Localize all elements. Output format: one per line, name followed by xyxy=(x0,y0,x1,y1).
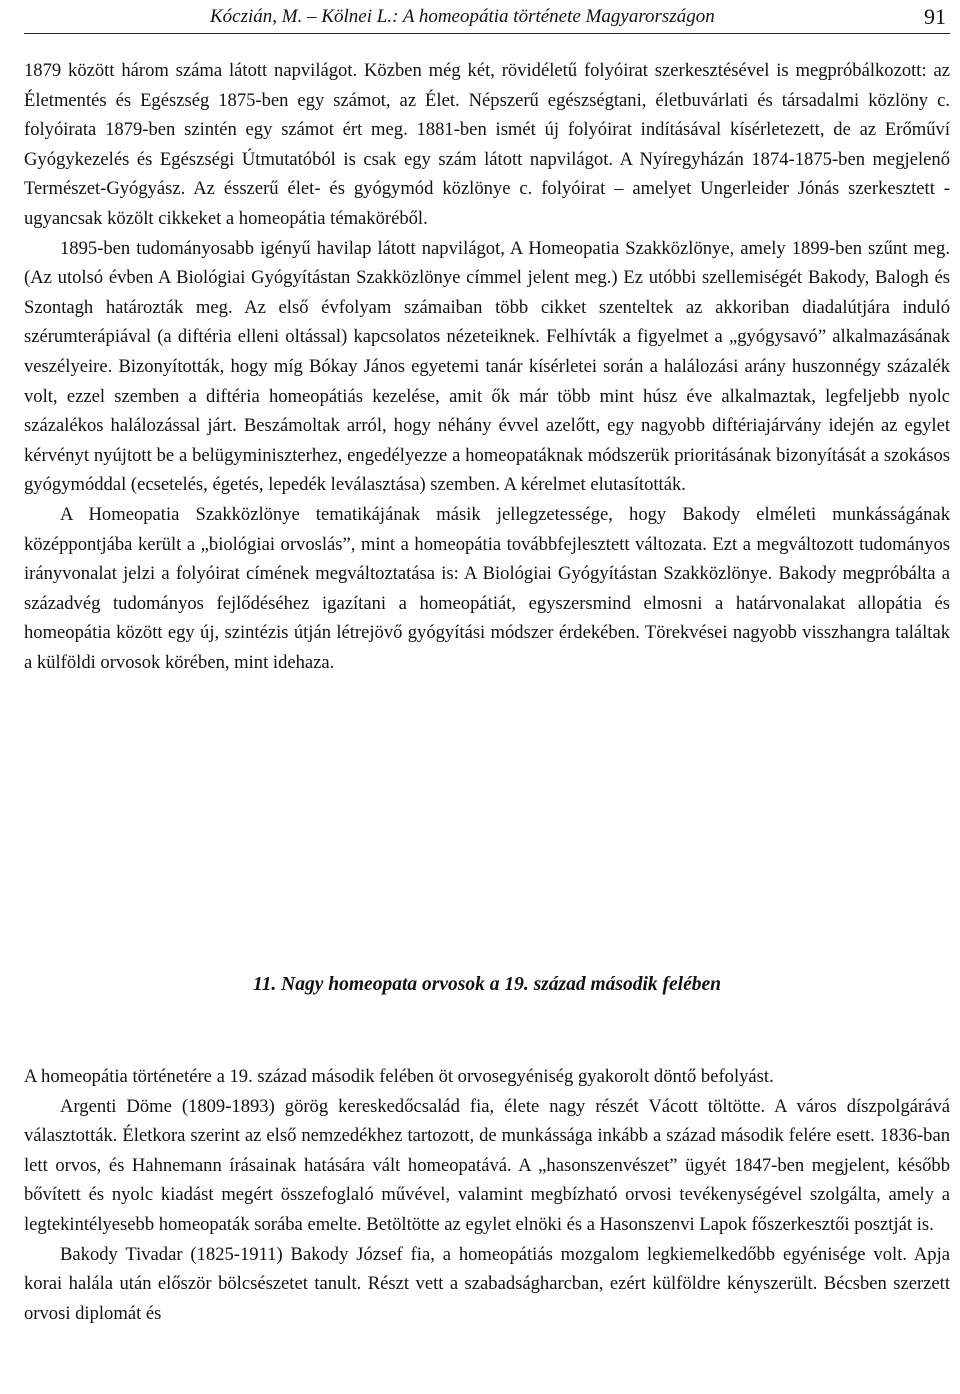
section-two-text xyxy=(24,1062,950,1328)
page-number: 91 xyxy=(924,4,946,29)
paragraph: 1895-ben tudományosabb igényű havilap látott napvilágot, A Homeopatia Szakközlönye, amely 1899-ben szűnt meg. (Az utolsó évben A Biológiai Gyógyítástan Szakközlönye címmel jelent meg.) Ez utóbbi szellemiségét Bakody, Balogh és Szontagh határozták meg. Az első évfolyam számaiban több cikket szenteltek az akkoriban diadalútjára induló szérumterápiával (a diftéria elleni oltással) kapcsolatos nézeteiknek. Felhívták a figyelmet a „gyógysavó” alkalmazásának veszélyeire. Bizonyították, hogy míg Bókay János egyetemi tanár kísérletei során a halálozási arány huszonnégy százalék volt, ezzel szemben a diftéria homeopátiás kezelése, amit ők már több mint húsz éve alkalmaztak, legfeljebb nyolc százalékos halálozással járt. Beszámoltak arról, hogy néhány évvel azelőtt, egy nagyobb diftériajárvány idején az egylet kérvényt nyújtott be a belügyminiszterhez, engedélyezze a homeopatáknak módszerük prioritásának bizonyítását a szokásos gyógymóddal (ecsetelés, égetés, lepedék leválasztása) szemben. A kérelmet elutasították. xyxy=(24,237,950,496)
section-one-text xyxy=(24,56,950,677)
paragraph: A Homeopatia Szakközlönye tematikájának másik jellegzetessége, hogy Bakody elméleti munkásságának középpontjába került a „biológiai orvoslás”, mint a homeopátia továbbfejlesztett változata. Ezt a megváltozott tudományos irányvonalat jelzi a folyóirat címének megváltoztatása is: A Biológiai Gyógyítástan Szakközlönye. Bakody megpróbálta a századvég tudományos fejlődéséhez igazítani a homeopátiát, egyszersmind elmosni a határvonalakat allopátia és homeopátia között egy új, szintézis útján létrejövő gyógyítási módszer érdekében. Törekvései nagyobb visszhangra találtak a külföldi orvosok körében, mint idehaza. xyxy=(24,503,950,673)
page-header xyxy=(24,2,950,32)
paragraph: Argenti Döme (1809-1893) görög kereskedőcsalád fia, élete nagy részét Vácott töltötte. A város díszpolgárává választották. Életkora szerint az első nemzedékhez tartozott, de munkássága inkább a század második felére esett. 1836-ban lett orvos, és Hahnemann írásainak hatására vált homeopatává. A „hasonszenvészet” ügyét 1847-ben megjelent, később bővített és nyolc kiadást megért összefoglaló művével, valamint megbízható orvosi tevékenységével szolgálta, amely a legtekintélyesebb homeopaták sorába emelte. Betöltötte az egylet elnöki és a Hasonszenvi Lapok főszerkesztői posztját is. xyxy=(24,1095,950,1235)
paragraph: Bakody Tivadar (1825-1911) Bakody József fia, a homeopátiás mozgalom legkiemelkedőbb egyénisége volt. Apja korai halála után először bölcsészetet tanult. Részt vett a szabadságharcban, ezért külföldre kényszerült. Bécsben szerzett orvosi diplomát és xyxy=(24,1243,950,1324)
running-title: Kóczián, M. – Kölnei L.: A homeopátia története Magyarországon xyxy=(210,6,715,27)
paragraph: A homeopátia történetére a 19. század második felében öt orvosegyéniség gyakorolt döntő befolyást. xyxy=(24,1066,774,1087)
header-rule xyxy=(24,33,950,34)
paragraph: 1879 között három száma látott napvilágot. Közben még két, rövidéletű folyóirat szerkesztésével is megpróbálkozott: az Életmentés és Egészség 1875-ben egy számot, az Élet. Népszerű egészségtani, életbuvárlati és társadalmi közlöny c. folyóirata 1879-ben szintén egy számot ért meg. 1881-ben ismét új folyóirat indításával kísérletezett, de az Erőműví Gyógykezelés és Egészségi Útmutatóból is csak egy szám látott napvilágot. A Nyíregyházán 1874-1875-ben megjelenő Természet-Gyógyász. Az ésszerű élet- és gyógymód közlönye c. folyóirat – amelyet Ungerleider Jónás szerkesztett - ugyancsak közölt cikkeket a homeopátia témaköréből. xyxy=(24,60,950,229)
section-heading: 11. Nagy homeopata orvosok a 19. század második felében xyxy=(253,974,721,995)
document-page xyxy=(24,0,950,1394)
